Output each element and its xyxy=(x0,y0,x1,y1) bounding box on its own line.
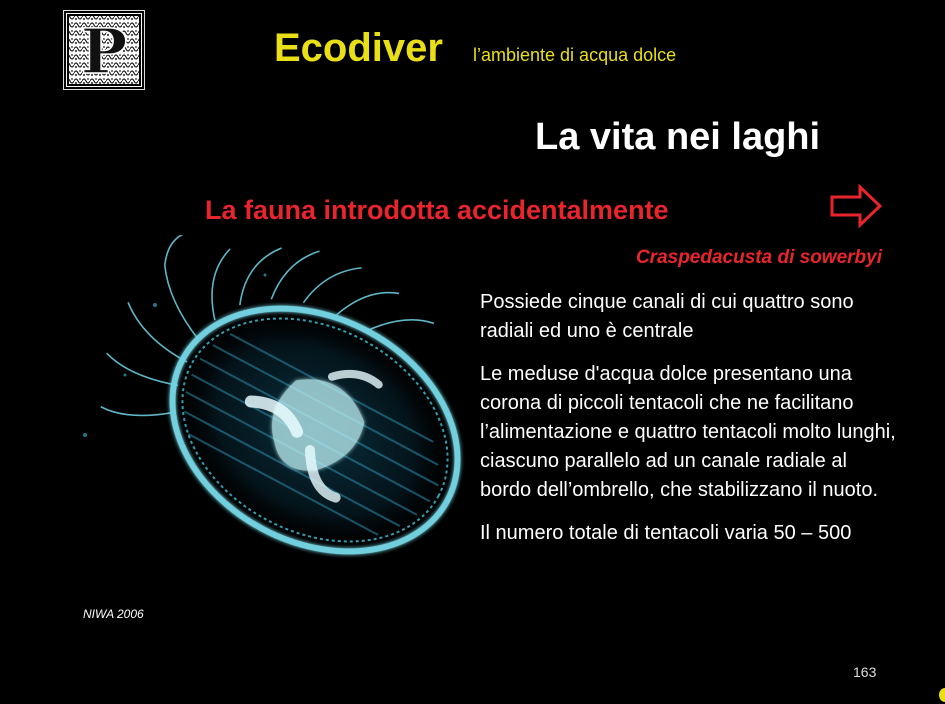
svg-text:P: P xyxy=(80,15,128,87)
jellyfish-photo xyxy=(65,235,475,635)
paragraph-tentacles: Le meduse d'acqua dolce presentano una corona di piccoli tentacoli che ne facilitano l’alimentazione e quattro tentacoli molto lunghi, ciascuno parallelo ad un canale radiale al bordo dell’ombrello, che stabilizzano il nuoto. xyxy=(480,363,896,501)
app-title: Ecodiver xyxy=(274,26,443,70)
page-number: 163 xyxy=(853,664,877,680)
paragraph-tentacle-count: Il numero totale di tentacoli varia 50 – 500 xyxy=(480,522,852,544)
photo-credit: NIWA 2006 xyxy=(83,607,144,621)
next-arrow-icon[interactable] xyxy=(830,184,882,228)
decorative-logo xyxy=(64,11,144,89)
species-name: Craspedacusta di sowerbyi xyxy=(635,247,882,268)
corner-dot-icon xyxy=(939,688,945,702)
paragraph-canals: Possiede cinque canali di cui quattro sono radiali ed uno è centrale xyxy=(480,291,854,342)
section-title: La fauna introdotta accidentalmente xyxy=(205,195,669,225)
app-subtitle: l’ambiente di acqua dolce xyxy=(473,45,677,65)
slide-title: La vita nei laghi xyxy=(535,116,821,158)
description-text xyxy=(480,288,900,562)
ornate-letter-icon xyxy=(66,13,142,87)
